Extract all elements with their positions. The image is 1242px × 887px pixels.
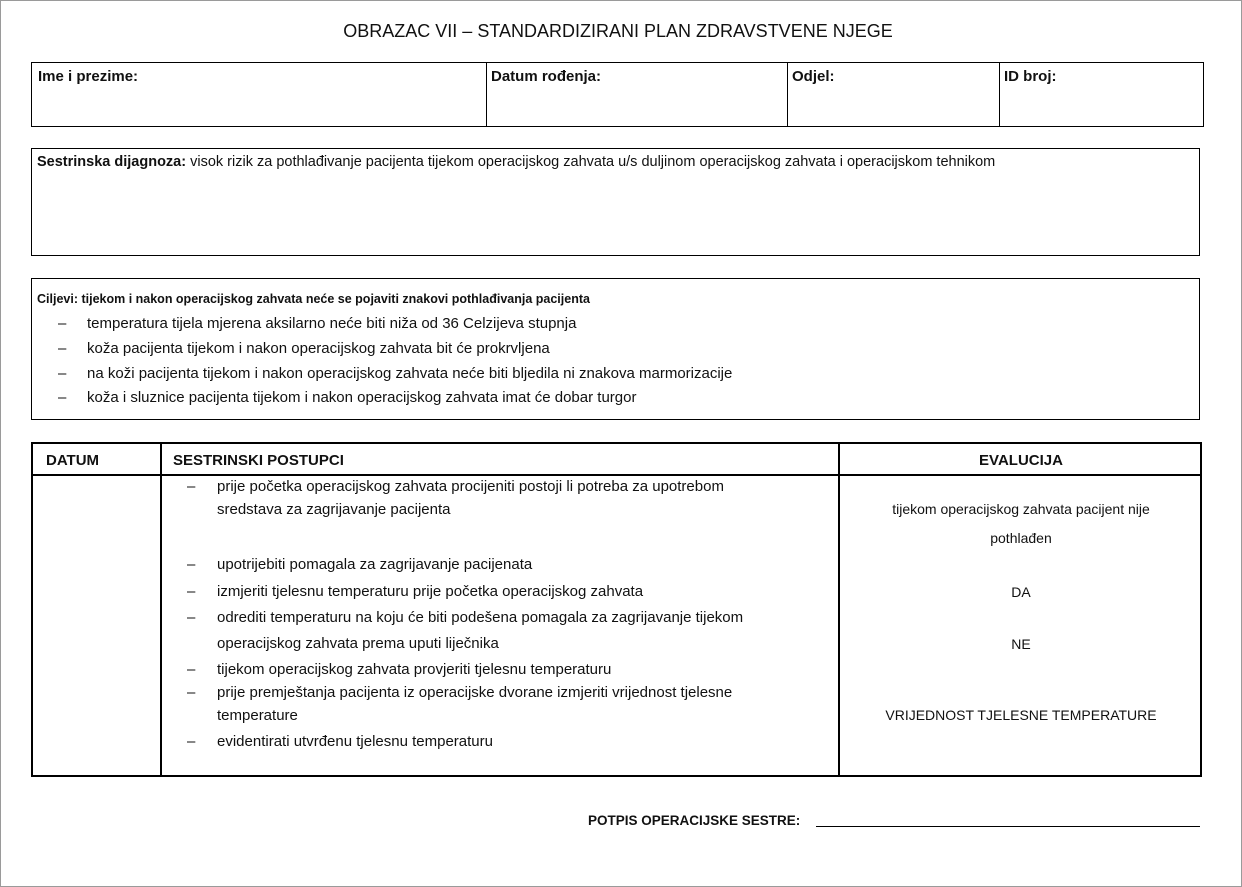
procedure-item: prije početka operacijskog zahvata procijeniti postoji li potreba za upotrebom: [217, 478, 724, 495]
procedure-item: prije premještanja pacijenta iz operacijske dvorane izmjeriti vrijednost tjelesne: [217, 684, 733, 701]
procedure-item: odrediti temperaturu na koju će biti podešena pomagala za zagrijavanje tijekom: [217, 609, 744, 626]
bullet-dash: –: [187, 609, 196, 626]
bullet-dash: –: [58, 315, 67, 332]
procedure-item: operacijskog zahvata prema uputi liječnika: [217, 635, 499, 652]
diagnosis-label: Sestrinska dijagnoza:: [37, 154, 187, 170]
evaluation-item: VRIJEDNOST TJELESNE TEMPERATURE: [885, 707, 1157, 723]
evaluation-item: NE: [1011, 636, 1031, 652]
evaluation-item: tijekom operacijskog zahvata pacijent nije: [892, 501, 1150, 517]
id-field-label[interactable]: ID broj:: [1004, 68, 1057, 85]
bullet-dash: –: [187, 661, 196, 678]
goal-item: temperatura tijela mjerena aksilarno neće biti niža od 36 Celzijeva stupnja: [87, 315, 577, 332]
bullet-dash: –: [187, 556, 196, 573]
procedure-item: sredstava za zagrijavanje pacijenta: [217, 501, 451, 518]
procedure-item: upotrijebiti pomagala za zagrijavanje pacijenata: [217, 556, 533, 573]
evaluation-item: DA: [1011, 584, 1031, 600]
goal-item: koža pacijenta tijekom i nakon operacijskog zahvata bit će prokrvljena: [87, 340, 550, 357]
signature-label: POTPIS OPERACIJSKE SESTRE:: [588, 813, 801, 828]
bullet-dash: –: [58, 340, 67, 357]
evaluation-item: pothlađen: [990, 530, 1052, 546]
goal-item: na koži pacijenta tijekom i nakon operacijskog zahvata neće biti bljedila ni znakova marmorizacije: [87, 365, 733, 382]
bullet-dash: –: [187, 478, 196, 495]
bullet-dash: –: [187, 684, 196, 701]
procedure-item: temperature: [217, 707, 298, 724]
goals-heading: Ciljevi: tijekom i nakon operacijskog zahvata neće se pojaviti znakovi pothlađivanja pacijenta: [37, 292, 590, 306]
bullet-dash: –: [58, 389, 67, 406]
header-date: DATUM: [46, 452, 100, 469]
procedure-item: tijekom operacijskog zahvata provjeriti tjelesnu temperaturu: [217, 661, 612, 678]
goal-item: koža i sluznice pacijenta tijekom i nakon operacijskog zahvata imat će dobar turgor: [87, 389, 637, 406]
signature-line[interactable]: [816, 826, 1200, 827]
procedure-item: evidentirati utvrđenu tjelesnu temperaturu: [217, 733, 493, 750]
header-procedures: SESTRINSKI POSTUPCI: [173, 452, 344, 469]
procedure-item: izmjeriti tjelesnu temperaturu prije početka operacijskog zahvata: [217, 583, 644, 600]
header-evaluation: EVALUCIJA: [979, 452, 1063, 469]
bullet-dash: –: [187, 733, 196, 750]
department-field-label[interactable]: Odjel:: [792, 68, 835, 85]
diagnosis: [37, 154, 995, 170]
dob-field-label[interactable]: Datum rođenja:: [491, 68, 602, 85]
name-field-label[interactable]: Ime i prezime:: [38, 68, 139, 85]
form-title: OBRAZAC VII – STANDARDIZIRANI PLAN ZDRAVSTVENE NJEGE: [343, 21, 893, 41]
bullet-dash: –: [187, 583, 196, 600]
bullet-dash: –: [58, 365, 67, 382]
diagnosis-text: visok rizik za pothlađivanje pacijenta tijekom operacijskog zahvata u/s duljinom operacijskog zahvata i operacijskom tehnikom: [190, 154, 996, 170]
